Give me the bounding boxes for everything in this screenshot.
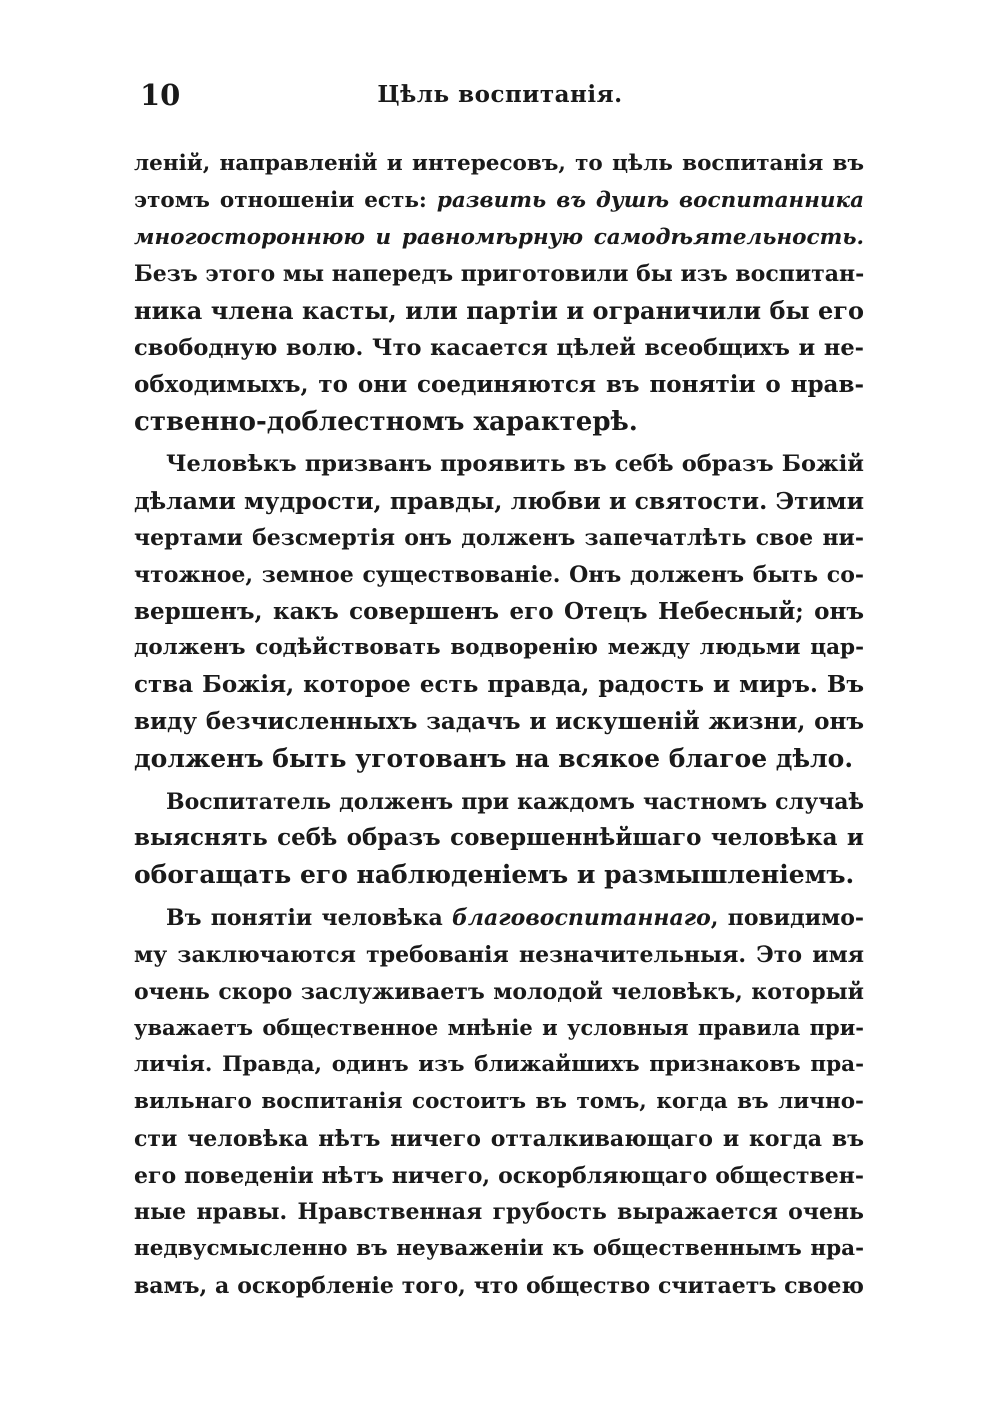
text-line	[134, 900, 864, 937]
line-text: выяснять себѣ образъ совершеннѣйшаго человѣка и	[134, 824, 864, 852]
body-text	[134, 146, 864, 1305]
line-text: ные нравы. Нравственная грубость выражается очень	[134, 1199, 864, 1226]
text-line	[134, 330, 864, 367]
line-text: виду безчисленныхъ задачъ и искушеній жизни, онъ	[134, 707, 864, 735]
page-header	[140, 70, 860, 120]
text-line	[134, 1121, 864, 1158]
line-text: ника члена касты, или партіи и ограничили бы его	[134, 296, 864, 326]
line-text: ства Божія, которое есть правда, радость и миръ. Въ	[134, 671, 864, 699]
text-line	[134, 293, 864, 330]
text-line	[134, 857, 864, 894]
line-text: недвусмысленно въ неуваженіи къ общественнымъ нра-	[134, 1236, 864, 1262]
line-text: вершенъ, какъ совершенъ его Отецъ Небесный; онъ	[134, 597, 864, 625]
text-line	[134, 256, 864, 293]
text-line	[134, 594, 864, 631]
text-line	[134, 1084, 864, 1121]
italic-text: развить въ душѣ воспитанника	[436, 187, 864, 213]
text-line	[134, 404, 864, 441]
line-text: обогащать его наблюденіемъ и размышленіемъ.	[134, 860, 855, 890]
line-text: вильнаго воспитанія состоитъ въ томъ, когда въ лично-	[134, 1088, 864, 1114]
line-text: , повидимо-	[710, 904, 864, 931]
line-text: вамъ, а оскорбленіе того, что общество считаетъ своею	[134, 1272, 864, 1299]
line-text: Воспитатель долженъ при каждомъ частномъ случаѣ	[166, 788, 864, 815]
text-line	[134, 937, 864, 974]
text-line	[134, 1047, 864, 1084]
text-line	[134, 483, 864, 520]
line-text: его поведеніи нѣтъ ничего, оскорбляющаго обществен-	[134, 1162, 864, 1189]
line-text: Безъ этого мы напередъ приготовили бы изъ воспитан-	[134, 261, 865, 288]
page-number: 10	[140, 78, 181, 112]
line-text: долженъ содѣйствовать водворенію между людьми цар-	[134, 635, 864, 661]
line-text: этомъ отношеніи есть:	[134, 187, 437, 213]
line-text: сти человѣка нѣтъ ничего отталкивающаго и когда въ	[134, 1125, 864, 1152]
text-line	[134, 520, 864, 557]
text-line	[134, 1194, 864, 1231]
line-text: ственно-доблестномъ характерѣ.	[134, 406, 638, 437]
running-title: Цѣль воспитанія.	[377, 81, 623, 108]
text-line	[134, 974, 864, 1011]
line-text: Въ понятіи человѣка	[166, 904, 453, 931]
line-text: очень скоро заслуживаетъ молодой человѣкъ, который	[134, 978, 864, 1005]
text-line	[134, 446, 864, 483]
text-line	[134, 820, 864, 857]
text-line	[134, 557, 864, 594]
line-text: обходимыхъ, то они соединяются въ понятіи о нрав-	[134, 370, 864, 398]
italic-text: благовоспитаннаго	[452, 904, 711, 931]
text-line	[134, 630, 864, 667]
text-line	[134, 1158, 864, 1195]
line-text: свободную волю. Что касается цѣлей всеобщихъ и не-	[134, 334, 864, 361]
text-line	[134, 741, 864, 778]
line-text: долженъ быть уготованъ на всякое благое дѣло.	[134, 743, 854, 773]
line-text: уважаетъ общественное мнѣніе и условныя правила при-	[134, 1015, 864, 1041]
line-text: ленiй, направленiй и интересовъ, то цѣль воспитанія въ	[134, 151, 864, 176]
line-text: дѣлами мудрости, правды, любви и святости. Этими	[134, 487, 864, 516]
text-line	[134, 183, 864, 220]
text-line	[134, 1231, 864, 1268]
italic-text: многостороннюю и равномѣрную самодѣятельность.	[134, 224, 864, 250]
text-line	[134, 1268, 864, 1305]
line-text: личія. Правда, одинъ изъ ближайшихъ признаковъ пра-	[134, 1052, 864, 1078]
text-line	[134, 146, 864, 183]
line-text: чтожное, земное существованіе. Онъ долженъ быть со-	[134, 561, 864, 588]
text-line	[134, 667, 864, 704]
text-line	[134, 367, 864, 404]
line-text: му заключаются требованія незначительныя. Это имя	[134, 941, 864, 968]
line-text: чертами безсмертія онъ долженъ запечатлѣть свое ни-	[134, 524, 864, 551]
text-line	[134, 704, 864, 741]
text-line	[134, 784, 864, 821]
text-line	[134, 1010, 864, 1047]
text-line	[134, 220, 864, 257]
line-text: Человѣкъ призванъ проявить въ себѣ образъ Божій	[166, 451, 864, 478]
